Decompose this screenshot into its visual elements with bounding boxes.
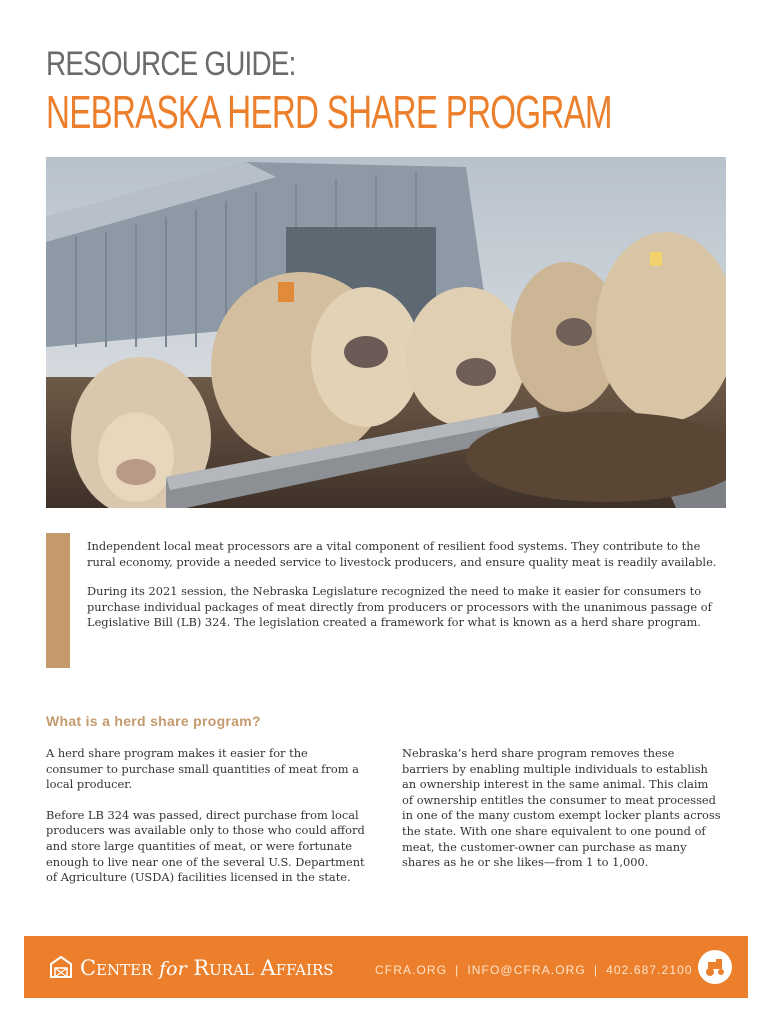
intro-text	[87, 539, 727, 645]
body-paragraph: A herd share program makes it easier for the consumer to purchase small quantities of meat from a local producer.	[46, 746, 359, 792]
footer-band	[24, 936, 748, 998]
section-heading: What is a herd share program?	[46, 713, 261, 729]
phone-number: 402.687.2100	[606, 963, 693, 977]
body-paragraph: Nebraska’s herd share program removes these barriers by enabling multiple individuals to establish an ownership interest in the same animal. This claim of ownership entitles the consumer to meat processed in one of the many custom exempt locker plants across the state. With one share equivalent to one pound of meat, the customer-owner can purchase as many shares as he or she likes—from 1 to 1,000.	[402, 746, 721, 870]
separator: |	[455, 963, 460, 977]
footer-contact	[375, 963, 721, 977]
body-paragraph: Before LB 324 was passed, direct purchase from local producers was available only to those who could afford and store large quantities of meat, or were fortunate enough to live near one of the several U.S. Department of Agriculture (USDA) facilities licensed in the state.	[46, 807, 365, 885]
tractor-icon	[698, 950, 732, 984]
cattle-photo	[46, 157, 726, 508]
intro-paragraph: Independent local meat processors are a vital component of resilient food systems. They contribute to the rural economy, provide a needed service to livestock producers, and ensure quality meat is readily available.	[87, 539, 717, 569]
resource-guide-kicker: RESOURCE GUIDE:	[46, 45, 296, 83]
org-name-for: for	[159, 958, 187, 980]
organization-name	[80, 954, 334, 983]
page-title: NEBRASKA HERD SHARE PROGRAM	[46, 86, 612, 138]
barn-logo-icon	[48, 954, 74, 980]
separator: |	[593, 963, 599, 977]
right-column	[402, 746, 722, 886]
org-name-part1: Center	[80, 956, 153, 980]
org-name-part2: Rural Affairs	[193, 956, 334, 980]
website-link[interactable]: CFRA.ORG	[375, 963, 448, 977]
left-column	[46, 746, 366, 901]
email-link[interactable]: INFO@CFRA.ORG	[467, 963, 586, 977]
intro-accent-bar	[46, 533, 70, 668]
intro-paragraph: During its 2021 session, the Nebraska Legislature recognized the need to make it easier for consumers to purchase individual packages of meat directly from producers or processors with the unanimous passage of Legislative Bill (LB) 324. The legislation created a framework for what is known as a herd share program.	[87, 584, 712, 629]
